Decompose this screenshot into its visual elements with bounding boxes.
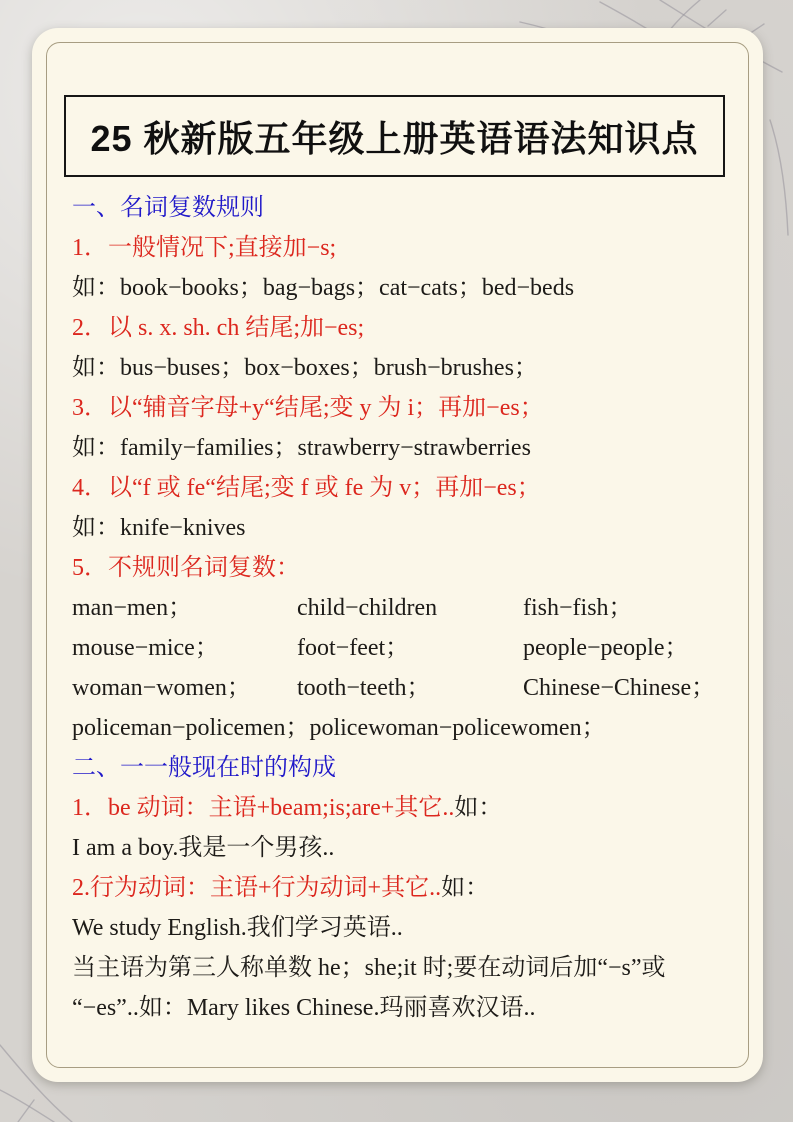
text-segment: 如：book−books；bag−bags；cat−cats；bed−beds	[72, 275, 575, 301]
text-segment: 5．不规则名词复数：	[72, 555, 300, 581]
content-line	[72, 388, 734, 428]
text-segment: 如：knife−knives	[72, 515, 246, 541]
content-line	[72, 268, 734, 308]
content-line	[72, 788, 734, 828]
text-segment: 如：	[454, 795, 503, 821]
page-title: 25 秋新版五年级上册英语语法知识点	[90, 117, 699, 159]
text-segment: “−es”..如：Mary likes Chinese.玛丽喜欢汉语..	[72, 995, 536, 1021]
plural-pair: fish−fish；	[523, 595, 633, 621]
text-segment: 4．以“f 或 fe“结尾;变 f 或 fe 为 v；再加−es；	[72, 475, 541, 501]
document-page	[32, 28, 763, 1082]
plural-pair: foot−feet；	[297, 635, 410, 661]
text-segment: 如：	[441, 875, 490, 901]
content-line	[72, 348, 734, 388]
content-line	[72, 508, 734, 548]
text-segment: 一、名词复数规则	[72, 195, 264, 221]
content-line	[72, 548, 734, 588]
plural-row	[72, 588, 734, 628]
text-segment: 1．一般情况下;直接加−s;	[72, 235, 337, 261]
text-segment: 二、一一般现在时的构成	[72, 755, 336, 781]
content-line	[72, 988, 734, 1028]
text-segment: 如：bus−buses；box−boxes；brush−brushes；	[72, 355, 538, 381]
plural-pair: people−people；	[523, 635, 689, 661]
content-line	[72, 228, 734, 268]
text-segment: 当主语为第三人称单数 he；she;it 时;要在动词后加“−s”或	[72, 955, 666, 981]
text-segment: 2．以 s. x. sh. ch 结尾;加−es;	[72, 315, 365, 341]
content-line	[72, 748, 734, 788]
content-line	[72, 308, 734, 348]
text-segment: 2.行为动词：主语+行为动词+其它..	[72, 875, 442, 901]
text-segment: I am a boy.我是一个男孩..	[72, 835, 335, 861]
plural-pair: man−men；	[72, 595, 193, 621]
content-line	[72, 428, 734, 468]
content-line	[72, 708, 734, 748]
text-segment: We study English.我们学习英语..	[72, 915, 403, 941]
content-line	[72, 868, 734, 908]
plural-pair: mouse−mice；	[72, 635, 219, 661]
plural-pair: Chinese−Chinese；	[523, 675, 716, 701]
plural-row	[72, 628, 734, 668]
content-line	[72, 468, 734, 508]
content-line	[72, 948, 734, 988]
plural-pair: tooth−teeth；	[297, 675, 431, 701]
text-segment: 如：family−families；strawberry−strawberries	[72, 435, 531, 461]
content-line	[72, 188, 734, 228]
content-lines	[72, 188, 734, 1028]
plural-pair: child−children	[297, 595, 438, 621]
text-segment: policeman−policemen；policewoman−policewomen；	[72, 715, 606, 741]
content-line	[72, 908, 734, 948]
plural-pair: woman−women；	[72, 675, 251, 701]
text-segment: 3．以“辅音字母+y“结尾;变 y 为 i；再加−es；	[72, 395, 544, 421]
title-box	[64, 95, 725, 177]
plural-row	[72, 668, 734, 708]
text-segment: 1．be 动词：主语+beam;is;are+其它..	[72, 795, 455, 821]
content-line	[72, 828, 734, 868]
